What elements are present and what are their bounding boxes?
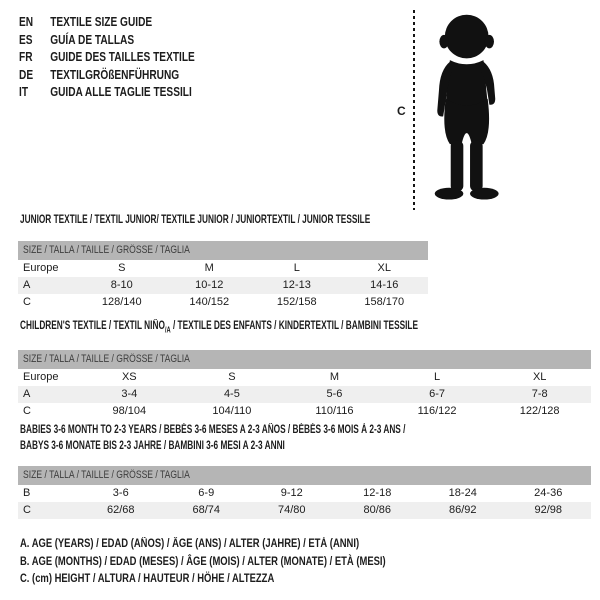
row-label: A <box>23 279 31 291</box>
section-children-textile <box>18 318 591 420</box>
size-table <box>18 241 428 311</box>
row-label: C <box>23 504 31 516</box>
language-code: EN <box>19 14 34 29</box>
measurement-figure <box>395 8 515 216</box>
size-header-bar <box>18 466 591 485</box>
table-cell: 8-10 <box>110 279 133 291</box>
section-junior-textile <box>18 212 428 311</box>
table-cell: 110/116 <box>315 405 354 418</box>
language-list <box>19 13 195 101</box>
row-label: C <box>23 405 31 418</box>
section-title <box>20 212 371 228</box>
table-cell: M <box>329 371 340 384</box>
table-cell: 6-7 <box>429 388 446 401</box>
table-cell: L <box>434 371 441 384</box>
table-row <box>18 386 591 403</box>
row-label: A <box>23 388 31 401</box>
table-cell: 9-12 <box>280 487 303 499</box>
table-cell: 104/110 <box>212 405 252 418</box>
table-cell: XL <box>532 371 547 384</box>
footnote-b: B. AGE (MONTHS) / EDAD (MESES) / ÂGE (MOIS) / ALTER (MONATE) / ETÀ (MESI) <box>20 555 386 568</box>
title-segment: CHILDREN'S TEXTILE / TEXTIL NIÑO <box>20 320 165 332</box>
measure-label: C <box>397 104 406 118</box>
section-title <box>20 318 431 338</box>
table-row <box>18 369 591 386</box>
table-row <box>18 502 591 519</box>
language-row <box>19 48 195 66</box>
measure-dotted-line <box>413 10 415 210</box>
table-cell: 68/74 <box>192 504 221 516</box>
table-cell: 80/86 <box>363 504 392 516</box>
table-row <box>18 485 591 502</box>
table-cell: M <box>204 262 214 274</box>
table-cell: 74/80 <box>277 504 306 516</box>
language-row <box>19 66 195 84</box>
section-title <box>20 438 431 454</box>
title-segment: /A <box>164 325 171 335</box>
size-header-text: SIZE / TALLA / TAILLE / GRÖSSE / TAGLIA <box>23 353 190 366</box>
table-cell: 62/68 <box>106 504 135 516</box>
language-title: TEXTILGRÖßENFÜHRUNG <box>50 66 180 82</box>
table-cell: 122/128 <box>519 405 560 418</box>
toddler-silhouette-icon <box>423 8 507 213</box>
language-code: DE <box>19 66 34 82</box>
language-row <box>19 13 195 31</box>
table-cell: 14-16 <box>370 279 399 291</box>
language-row <box>19 83 195 101</box>
table-cell: S <box>228 371 236 384</box>
size-header-text: SIZE / TALLA / TAILLE / GRÖSSE / TAGLIA <box>23 244 190 256</box>
table-cell: 158/170 <box>364 296 405 308</box>
table-cell: 24-36 <box>534 487 563 499</box>
footnote-a: A. AGE (YEARS) / EDAD (AÑOS) / ÂGE (ANS) / ALTER (JAHRE) / ETÀ (ANNI) <box>20 538 360 550</box>
table-cell: 12-13 <box>282 279 311 291</box>
language-title: TEXTILE SIZE GUIDE <box>50 14 153 29</box>
table-cell: 3-6 <box>112 487 129 499</box>
table-row <box>18 403 591 420</box>
title-segment: JUNIOR TEXTILE / TEXTIL JUNIOR/ TEXTILE JUNIOR / JUNIORTEXTIL / JUNIOR TESSILE <box>20 214 371 226</box>
table-cell: 92/98 <box>534 504 563 516</box>
table-cell: L <box>293 262 300 274</box>
size-header-bar <box>18 241 428 260</box>
row-label: Europe <box>23 262 59 274</box>
title-segment: BABYS 3-6 MONATE BIS 2-3 JAHRE / BAMBINI 3-6 MESI A 2-3 ANNI <box>20 440 285 452</box>
size-table <box>18 350 591 420</box>
row-label: C <box>23 296 31 308</box>
row-label: Europe <box>23 371 59 384</box>
language-code: FR <box>19 49 33 64</box>
table-row <box>18 294 428 311</box>
table-cell: 86/92 <box>448 504 477 516</box>
title-segment: / TEXTILE DES ENFANTS / KINDERTEXTIL / BAMBINI TESSILE <box>170 320 419 332</box>
table-cell: 4-5 <box>223 388 240 401</box>
table-cell: 98/104 <box>112 405 147 418</box>
table-cell: XS <box>121 371 137 384</box>
table-cell: 18-24 <box>448 487 477 499</box>
footnote-c: C. (cm) HEIGHT / ALTURA / HAUTEUR / HÖHE / ALTEZZA <box>20 573 275 585</box>
language-row <box>19 31 195 49</box>
language-title: GUIDA ALLE TAGLIE TESSILI <box>50 84 192 99</box>
section-babies-textile <box>18 422 591 519</box>
table-cell: 6-9 <box>198 487 215 499</box>
size-header-text: SIZE / TALLA / TAILLE / GRÖSSE / TAGLIA <box>23 469 190 481</box>
language-code: ES <box>19 31 33 47</box>
language-title: GUÍA DE TALLAS <box>50 31 135 47</box>
table-cell: 10-12 <box>195 279 224 291</box>
table-cell: 140/152 <box>189 296 230 308</box>
table-row <box>18 260 428 277</box>
footnotes <box>20 536 386 589</box>
size-table <box>18 466 591 519</box>
title-segment: BABIES 3-6 MONTH TO 2-3 YEARS / BEBÉS 3-6 MESES A 2-3 AÑOS / BÉBÉS 3-6 MOIS À 2-3 ANS / <box>20 424 406 436</box>
table-cell: 3-4 <box>121 388 138 401</box>
table-cell: 128/140 <box>101 296 142 308</box>
table-cell: XL <box>377 262 391 274</box>
table-cell: 7-8 <box>531 388 548 401</box>
language-code: IT <box>19 84 29 99</box>
size-header-bar <box>18 350 591 369</box>
section-title <box>20 422 431 438</box>
table-cell: 116/122 <box>417 405 457 418</box>
table-cell: 5-6 <box>326 388 343 401</box>
table-cell: 152/158 <box>276 296 317 308</box>
row-label: B <box>23 487 31 499</box>
table-row <box>18 277 428 294</box>
table-cell: 12-18 <box>363 487 392 499</box>
language-title: GUIDE DES TAILLES TEXTILE <box>50 49 195 64</box>
table-cell: S <box>118 262 126 274</box>
